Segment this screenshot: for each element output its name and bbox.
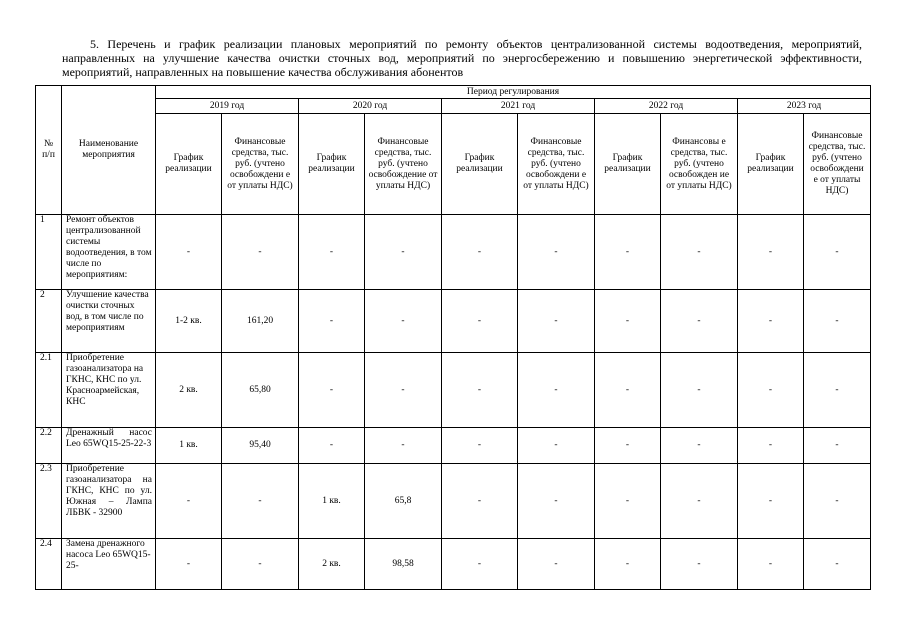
table-cell: - — [365, 290, 442, 353]
header-period: Период регулирования — [156, 86, 871, 99]
table-cell: - — [156, 539, 222, 590]
plan-table — [35, 85, 871, 590]
table-row — [36, 290, 871, 353]
table-cell: 95,40 — [222, 428, 299, 464]
table-cell: 65,8 — [365, 464, 442, 539]
year-2023: 2023 год — [738, 99, 871, 114]
table-cell: - — [595, 539, 661, 590]
header-row-period — [36, 86, 871, 99]
table-cell: - — [365, 428, 442, 464]
table-cell: - — [595, 215, 661, 290]
table-cell: - — [738, 290, 804, 353]
table-cell: - — [518, 290, 595, 353]
row-name: Дренажный насос Leo 65WQ15-25-22-3 — [62, 428, 156, 464]
table-cell: 2 кв. — [299, 539, 365, 590]
table-row — [36, 539, 871, 590]
table-cell: - — [661, 290, 738, 353]
row-num: 2.4 — [36, 539, 62, 590]
table-cell: - — [299, 290, 365, 353]
table-cell: - — [442, 464, 518, 539]
table-cell: - — [518, 215, 595, 290]
table-cell: - — [365, 353, 442, 428]
row-name: Замена дренажного насоса Leo 65WQ15-25- — [62, 539, 156, 590]
table-cell: - — [738, 464, 804, 539]
sub-schedule-2023: График реализации — [738, 114, 804, 215]
table-cell: - — [299, 215, 365, 290]
sub-finance-2020: Финансовые средства, тыс. руб. (учтено освобождение от уплаты НДС) — [365, 114, 442, 215]
table-cell: - — [442, 215, 518, 290]
row-name: Улучшение качества очистки сточных вод, в том числе по мероприятиям — [62, 290, 156, 353]
row-name: Приобретение газоанализатора на ГКНС, КНС по ул. Красноармейская, КНС — [62, 353, 156, 428]
table-cell: - — [518, 464, 595, 539]
sub-schedule-2022: График реализации — [595, 114, 661, 215]
table-cell: - — [222, 215, 299, 290]
row-name: Ремонт объектов централизованной системы водоотведения, в том числе по мероприятиям: — [62, 215, 156, 290]
header-name: Наименование мероприятия — [62, 86, 156, 215]
row-num: 2.2 — [36, 428, 62, 464]
table-cell: 161,20 — [222, 290, 299, 353]
header-num: № п/п — [36, 86, 62, 215]
row-name: Приобретение газоанализатора на ГКНС, КНС по ул. Южная – Лампа ЛБВК - 32900 — [62, 464, 156, 539]
sub-schedule-2020: График реализации — [299, 114, 365, 215]
table-cell: - — [156, 464, 222, 539]
header-row-sub — [36, 114, 871, 215]
table-cell: - — [738, 428, 804, 464]
table-cell: - — [738, 215, 804, 290]
sub-finance-2021: Финансовые средства, тыс. руб. (учтено освобождени е от уплаты НДС) — [518, 114, 595, 215]
row-num: 1 — [36, 215, 62, 290]
table-row — [36, 215, 871, 290]
year-2019: 2019 год — [156, 99, 299, 114]
table-cell: - — [365, 215, 442, 290]
table-cell: 1 кв. — [156, 428, 222, 464]
year-2021: 2021 год — [442, 99, 595, 114]
table-cell: - — [442, 353, 518, 428]
table-cell: - — [661, 353, 738, 428]
table-cell: - — [595, 290, 661, 353]
sub-finance-2022: Финансовы е средства, тыс. руб. (учтено освобожден ие от уплаты НДС) — [661, 114, 738, 215]
table-cell: 1-2 кв. — [156, 290, 222, 353]
table-cell: 65,80 — [222, 353, 299, 428]
table-row — [36, 428, 871, 464]
sub-finance-2023: Финансовые средства, тыс. руб. (учтено освобождени е от уплаты НДС) — [804, 114, 871, 215]
section-heading — [62, 37, 862, 79]
table-cell: - — [442, 539, 518, 590]
table-cell: - — [222, 539, 299, 590]
table-cell: - — [595, 428, 661, 464]
table-cell: - — [595, 464, 661, 539]
table-cell: - — [804, 539, 871, 590]
table-cell: - — [518, 353, 595, 428]
table-cell: - — [222, 464, 299, 539]
table-cell: - — [442, 290, 518, 353]
row-num: 2 — [36, 290, 62, 353]
year-2020: 2020 год — [299, 99, 442, 114]
sub-schedule-2021: График реализации — [442, 114, 518, 215]
table-cell: - — [738, 353, 804, 428]
table-cell: - — [661, 215, 738, 290]
table-cell: 2 кв. — [156, 353, 222, 428]
table-cell: - — [156, 215, 222, 290]
row-num: 2.1 — [36, 353, 62, 428]
year-2022: 2022 год — [595, 99, 738, 114]
table-cell: - — [442, 428, 518, 464]
table-cell: - — [661, 539, 738, 590]
table-cell: - — [738, 539, 804, 590]
table-cell: - — [661, 428, 738, 464]
sub-schedule-2019: График реализации — [156, 114, 222, 215]
sub-finance-2019: Финансовые средства, тыс. руб. (учтено освобождени е от уплаты НДС) — [222, 114, 299, 215]
table-cell: - — [804, 215, 871, 290]
table-cell: - — [299, 428, 365, 464]
table-cell: 98,58 — [365, 539, 442, 590]
table-cell: - — [518, 539, 595, 590]
header-row-years — [36, 99, 871, 114]
table-cell: - — [804, 428, 871, 464]
table-cell: - — [661, 464, 738, 539]
table-cell: - — [804, 464, 871, 539]
section-heading-text: 5. Перечень и график реализации плановых мероприятий по ремонту объектов централизованной системы водоотведения, мероприятий, направленных на улучшение качества очистки сточных вод, мероприятий по энергосбережению и повышению энергетической эффективности, мероприятий, направленных на повышение качества обслуживания абонентов — [62, 37, 862, 79]
table-cell: 1 кв. — [299, 464, 365, 539]
table-cell: - — [518, 428, 595, 464]
row-num: 2.3 — [36, 464, 62, 539]
table-cell: - — [299, 353, 365, 428]
table-row — [36, 464, 871, 539]
table-cell: - — [595, 353, 661, 428]
table-cell: - — [804, 290, 871, 353]
table-row — [36, 353, 871, 428]
table-cell: - — [804, 353, 871, 428]
